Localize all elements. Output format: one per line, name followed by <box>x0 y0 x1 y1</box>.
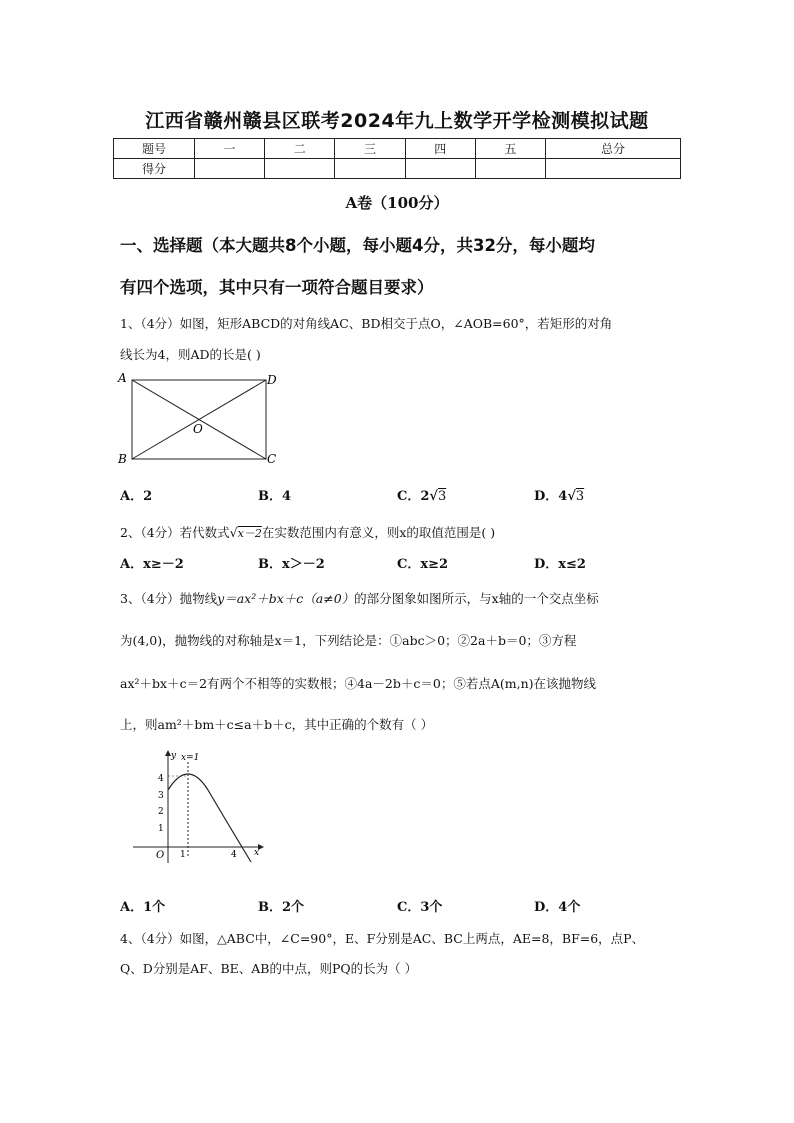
score-table-header-cell: 总分 <box>546 139 681 159</box>
sqrt-symbol: √ <box>229 525 238 540</box>
q1-option-d-radicand: 3 <box>575 489 585 504</box>
q2-radicand: x－2 <box>237 527 262 540</box>
score-cell <box>405 159 475 179</box>
q1-rectangle-figure <box>116 370 286 470</box>
q2-option-c: C．x≥2 <box>397 557 449 572</box>
label-c: C <box>267 452 277 466</box>
y-tick-2: 2 <box>158 807 164 817</box>
q1-option-c-radicand: 3 <box>437 489 447 504</box>
q3-parabola-graph <box>125 748 270 868</box>
q3-equation: y＝ax²＋bx＋c（a≠0） <box>217 591 355 606</box>
score-cell <box>546 159 681 179</box>
score-cell <box>475 159 545 179</box>
section-label: A卷（100分） <box>345 194 449 212</box>
q1-option-c <box>397 485 446 504</box>
label-a: A <box>118 371 127 385</box>
x-tick-4: 4 <box>231 850 237 860</box>
symmetry-axis-label: x=1 <box>181 753 200 763</box>
q3-stem-prefix: 3、（4分）抛物线 <box>120 591 218 606</box>
sqrt-symbol: √ <box>429 489 438 504</box>
q1-option-d-text: D．4 <box>534 489 568 504</box>
part1-heading-line2: 有四个选项，其中只有一项符合题目要求） <box>120 278 434 297</box>
q3-stem-line4: 上，则am²＋bm＋c≤a＋b＋c，其中正确的个数有（ ） <box>120 717 434 732</box>
origin-label: O <box>156 850 165 861</box>
score-table <box>113 138 681 179</box>
q1-option-d <box>534 485 584 504</box>
q2-option-d: D．x≤2 <box>534 557 586 572</box>
score-cell <box>335 159 405 179</box>
score-table-score-row <box>114 159 681 179</box>
score-table-header-cell: 五 <box>475 139 545 159</box>
q1-stem-line1: 1、（4分）如图，矩形ABCD的对角线AC、BD相交于点O，∠AOB=60°，若矩形的对角 <box>120 316 613 331</box>
part1-heading-line1: 一、选择题（本大题共8个小题，每小题4分，共32分，每小题均 <box>120 236 595 255</box>
q1-option-a: A．2 <box>120 489 153 504</box>
q4-stem-line2: Q、D分别是AF、BE、AB的中点，则PQ的长为（ ） <box>120 961 418 976</box>
score-cell <box>195 159 265 179</box>
label-b: B <box>118 452 127 466</box>
score-table-header-cell: 二 <box>265 139 335 159</box>
q3-stem-line2: 为(4,0)，抛物线的对称轴是x＝1，下列结论是：①abc＞0；②2a＋b＝0；③方程 <box>120 633 577 648</box>
label-d: D <box>267 373 277 387</box>
q4-stem-line1: 4、（4分）如图，△ABC中，∠C=90°，E、F分别是AC、BC上两点，AE=8，BF=6，点P、 <box>120 931 645 946</box>
score-table-header-cell: 题号 <box>114 139 195 159</box>
sqrt-symbol: √ <box>567 489 576 504</box>
parabola-curve <box>168 774 251 862</box>
q3-option-c: C．3个 <box>397 900 443 915</box>
q3-stem-suffix: 的部分图象如图所示，与x轴的一个交点坐标 <box>354 591 599 606</box>
y-tick-3: 3 <box>158 791 164 801</box>
score-table-header-cell: 三 <box>335 139 405 159</box>
q2-stem-suffix: 在实数范围内有意义，则x的取值范围是( ) <box>261 525 496 540</box>
score-table-row-label: 得分 <box>114 159 195 179</box>
q3-stem-line1 <box>120 589 690 607</box>
q3-stem-line3: ax²＋bx＋c＝2有两个不相等的实数根；④4a－2b＋c＝0；⑤若点A(m,n)在该抛物线 <box>120 676 596 691</box>
label-o: O <box>193 422 203 436</box>
x-tick-1: 1 <box>180 850 186 860</box>
y-axis-label: y <box>171 751 177 761</box>
score-table-header-cell: 一 <box>195 139 265 159</box>
q2-stem <box>120 523 690 541</box>
x-axis-label: x <box>254 848 260 858</box>
q2-stem-prefix: 2、（4分）若代数式 <box>120 525 230 540</box>
q3-option-a: A．1个 <box>120 900 166 915</box>
y-tick-1: 1 <box>158 824 164 834</box>
q3-option-d: D．4个 <box>534 900 581 915</box>
q2-option-a: A．x≥－2 <box>120 557 184 572</box>
score-table-header-cell: 四 <box>405 139 475 159</box>
q3-option-b: B．2个 <box>258 900 305 915</box>
score-table-header-row <box>114 139 681 159</box>
score-cell <box>265 159 335 179</box>
q1-stem-line2: 线长为4，则AD的长是( ) <box>120 347 261 362</box>
q1-option-b: B．4 <box>258 489 292 504</box>
q1-option-c-text: C．2 <box>397 489 430 504</box>
page-title: 江西省赣州赣县区联考2024年九上数学开学检测模拟试题 <box>145 110 649 132</box>
q2-option-b: B．x＞－2 <box>258 557 325 572</box>
y-tick-4: 4 <box>158 774 164 784</box>
